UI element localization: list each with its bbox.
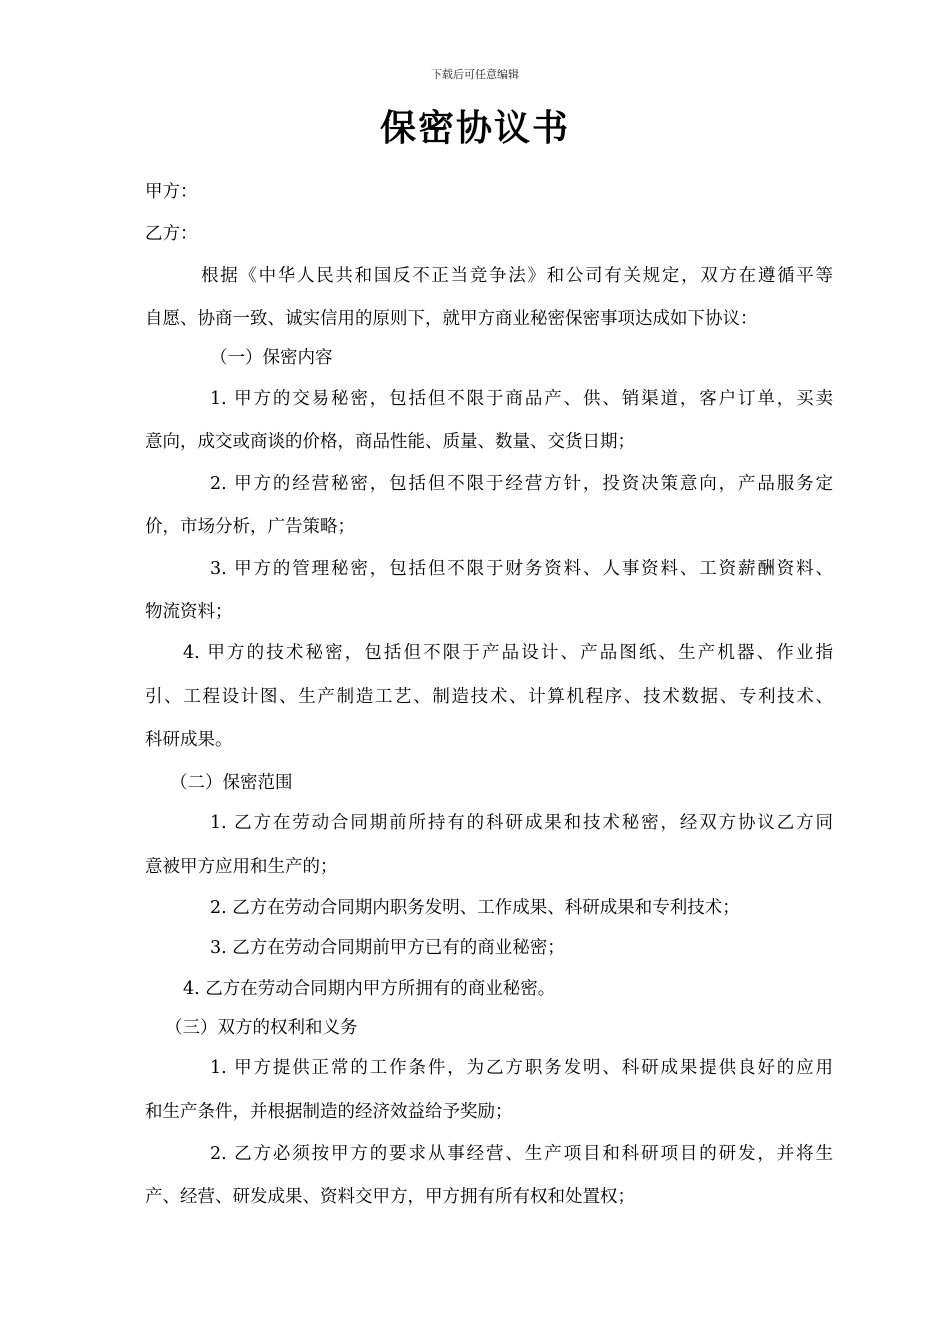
s1-item4-line3: 科研成果。 xyxy=(145,730,233,750)
intro-line-2: 自愿、协商一致、诚实信用的原则下，就甲方商业秘密保密事项达成如下协议： xyxy=(145,309,758,329)
s3-item2-line1: 2. 乙方必须按甲方的要求从事经营、生产项目和科研项目的研发，并将生 xyxy=(210,1144,833,1164)
party-a-label: 甲方： xyxy=(145,182,198,202)
s3-item1-line1: 1. 甲方提供正常的工作条件，为乙方职务发明、科研成果提供良好的应用 xyxy=(210,1058,833,1078)
section-3-heading: （三）双方的权利和义务 xyxy=(165,1018,358,1038)
s1-item3-line2: 物流资料； xyxy=(145,602,233,622)
party-b-label: 乙方： xyxy=(145,224,198,244)
s2-item4: 4. 乙方在劳动合同期内甲方所拥有的商业秘密。 xyxy=(183,979,556,999)
s1-item1-line1: 1. 甲方的交易秘密，包括但不限于商品产、供、销渠道，客户订单，买卖 xyxy=(210,389,833,409)
s2-item1-line2: 意被甲方应用和生产的； xyxy=(145,857,338,877)
s2-item2: 2. 乙方在劳动合同期内职务发明、工作成果、科研成果和专利技术； xyxy=(210,898,740,918)
s2-item3: 3. 乙方在劳动合同期前甲方已有的商业秘密； xyxy=(210,938,565,958)
section-1-heading: （一）保密内容 xyxy=(210,348,333,368)
s2-item1-line1: 1. 乙方在劳动合同期前所持有的科研成果和技术秘密，经双方协议乙方同 xyxy=(210,813,833,833)
s3-item1-line2: 和生产条件，并根据制造的经济效益给予奖励； xyxy=(145,1102,513,1122)
intro-line-1: 根据《中华人民共和国反不正当竞争法》和公司有关规定，双方在遵循平等 xyxy=(201,266,833,286)
section-2-heading: （二）保密范围 xyxy=(170,773,293,793)
s1-item3-line1: 3. 甲方的管理秘密，包括但不限于财务资料、人事资料、工资薪酬资料、 xyxy=(210,559,833,579)
header-note: 下载后可任意编辑 xyxy=(431,68,519,81)
s1-item2-line2: 价，市场分析，广告策略； xyxy=(145,517,355,537)
document-title: 保密协议书 xyxy=(379,107,570,149)
s1-item2-line1: 2. 甲方的经营秘密，包括但不限于经营方针，投资决策意向，产品服务定 xyxy=(210,474,833,494)
s1-item1-line2: 意向，成交或商谈的价格，商品性能、质量、数量、交货日期； xyxy=(145,432,635,452)
s3-item2-line2: 产、经营、研发成果、资料交甲方，甲方拥有所有权和处置权； xyxy=(145,1187,635,1207)
s1-item4-line1: 4. 甲方的技术秘密，包括但不限于产品设计、产品图纸、生产机器、作业指 xyxy=(183,643,833,663)
s1-item4-line2: 引、工程设计图、生产制造工艺、制造技术、计算机程序、技术数据、专利技术、 xyxy=(145,687,833,707)
